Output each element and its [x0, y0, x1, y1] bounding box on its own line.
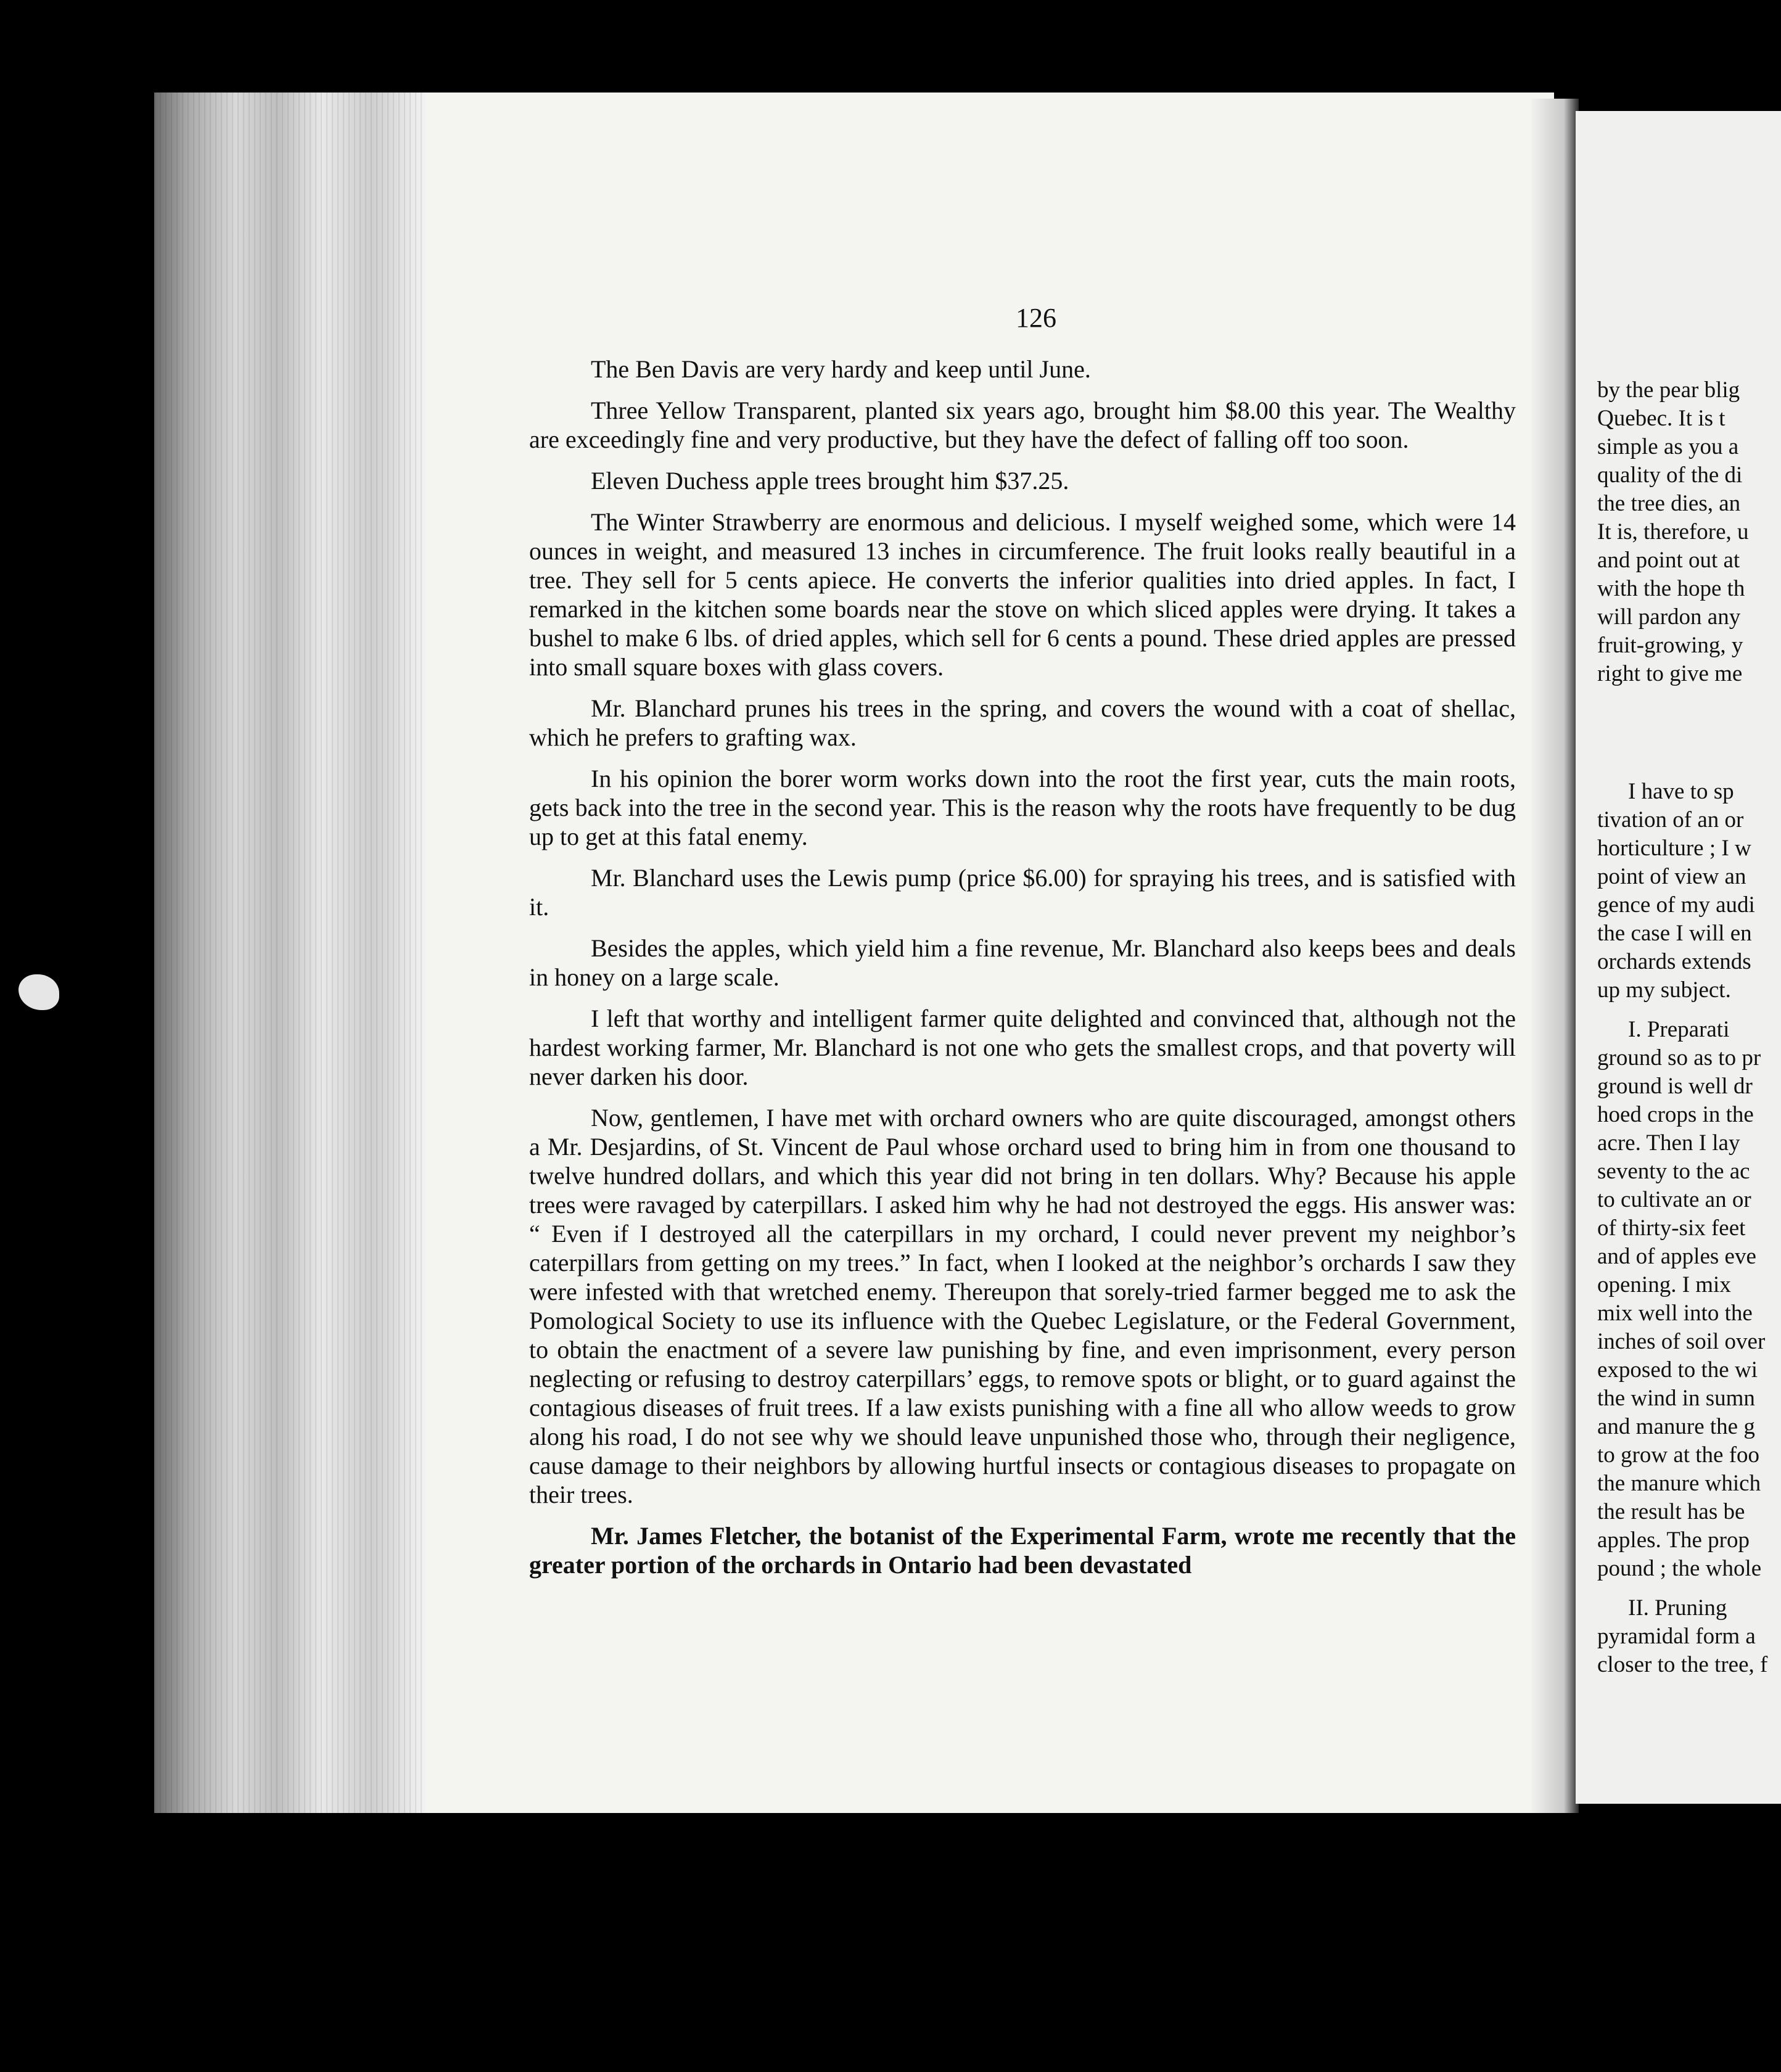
- right-line: hoed crops in the: [1597, 1102, 1754, 1127]
- paragraph: In his opinion the borer worm works down into the root the first year, cuts the main roots, gets back into the tree in the second year. This is the reason why the roots have frequently to be dug up to get at this fatal enemy.: [529, 765, 1516, 850]
- paragraph-fletcher: Mr. James Fletcher, the botanist of the Experimental Farm, wrote me recently that the greater portion of the orchards in Ontario had been devastated: [529, 1522, 1516, 1579]
- right-line: the wind in sumn: [1597, 1386, 1755, 1411]
- right-line: of thirty-six feet: [1597, 1215, 1746, 1241]
- paragraph: I left that worthy and intelligent farmer quite delighted and convinced that, although not the hardest working farmer, Mr. Blanchard is not one who gets the smallest crops, and that poverty will never darken his door.: [529, 1005, 1516, 1090]
- right-line: the manure which: [1597, 1471, 1761, 1496]
- paragraph: Besides the apples, which yield him a fine revenue, Mr. Blanchard also keeps bees and deals in honey on a large scale.: [529, 934, 1516, 991]
- smudge-mark: [19, 974, 59, 1010]
- paragraph: Eleven Duchess apple trees brought him $37.25.: [591, 467, 1069, 495]
- right-line: ground so as to pr: [1597, 1045, 1761, 1071]
- right-line: exposed to the wi: [1597, 1357, 1758, 1383]
- right-line: horticulture ; I w: [1597, 836, 1751, 861]
- right-line: fruit-growing, y: [1597, 633, 1743, 658]
- right-line: closer to the tree, f: [1597, 1652, 1768, 1677]
- right-line: ground is well dr: [1597, 1074, 1753, 1099]
- right-line: acre. Then I lay: [1597, 1130, 1740, 1156]
- right-line: opening. I mix: [1597, 1272, 1731, 1297]
- right-line: II. Pruning: [1628, 1595, 1727, 1621]
- right-line: It is, therefore, u: [1597, 519, 1749, 545]
- right-line: apples. The prop: [1597, 1527, 1750, 1553]
- right-line: and of apples eve: [1597, 1244, 1756, 1269]
- right-line: and manure the g: [1597, 1414, 1755, 1439]
- right-line: I have to sp: [1628, 779, 1734, 804]
- right-line: the tree dies, an: [1597, 491, 1741, 516]
- right-line: inches of soil over: [1597, 1329, 1766, 1354]
- right-line: pound ; the whole: [1597, 1556, 1762, 1581]
- right-line: gence of my audi: [1597, 892, 1755, 918]
- right-line: seventy to the ac: [1597, 1159, 1750, 1184]
- right-line: up my subject.: [1597, 977, 1731, 1003]
- right-line: Quebec. It is t: [1597, 406, 1725, 431]
- paragraph: Now, gentlemen, I have met with orchard owners who are quite discouraged, amongst others a Mr. Desjardins, of St. Vincent de Paul whose orchard used to bring him in from one thousand to twelve hundred dollars, and which this year did not bring in ten dollars. Why? Because his apple trees were ravaged by caterpillars. I asked him why he had not destroyed the eggs. His answer was: “ Even if I destroyed all the caterpillars in my orchard, I could never prevent my neighbor’s caterpillars from getting on my trees.” In fact, when I looked at the neighbor’s orchards I saw they were infested with that wretched enemy. Thereupon that sorely-tried farmer begged me to ask the Pomological Society to use its influence with the Quebec Legislature, or the Federal Government, to obtain the enactment of a severe law punishing by fine, and even imprisonment, every person neglecting or refusing to destroy caterpillars’ eggs, to remove spots or blight, or to guard against the contagious diseases of fruit trees. If a law exists punishing with a fine all who allow weeds to grow along his road, I do not see why we should leave unpunished those who, through their negligence, cause damage to their neighbors by allowing hurtful insects or contagious diseases to propagate on their trees.: [529, 1104, 1516, 1508]
- right-line: and point out at: [1597, 548, 1740, 573]
- main-text-column: [529, 355, 1516, 1592]
- right-line: tivation of an or: [1597, 807, 1744, 832]
- right-line: to cultivate an or: [1597, 1187, 1751, 1212]
- right-line: pyramidal form a: [1597, 1624, 1756, 1649]
- right-line: simple as you a: [1597, 434, 1739, 459]
- paragraph: Three Yellow Transparent, planted six years ago, brought him $8.00 this year. The Wealthy are exceedingly fine and very productive, but they have the defect of falling off too soon.: [529, 397, 1516, 453]
- right-line: the result has be: [1597, 1499, 1745, 1524]
- paragraph: Mr. Blanchard uses the Lewis pump (price $6.00) for spraying his trees, and is satisfied with it.: [529, 864, 1516, 921]
- paragraph: The Ben Davis are very hardy and keep until June.: [591, 355, 1091, 383]
- book-gutter: [1529, 99, 1579, 1813]
- right-line: the case I will en: [1597, 921, 1752, 946]
- right-line: quality of the di: [1597, 462, 1743, 488]
- right-line: I. Preparati: [1628, 1017, 1730, 1042]
- page-edge-lines: [154, 92, 426, 1813]
- right-line: by the pear blig: [1597, 377, 1740, 403]
- right-line: will pardon any: [1597, 604, 1741, 630]
- right-line: orchards extends: [1597, 949, 1751, 974]
- right-line: to grow at the foo: [1597, 1442, 1760, 1468]
- paragraph: The Winter Strawberry are enormous and delicious. I myself weighed some, which were 14 ounces in weight, and measured 13 inches in circumference. The fruit looks really beautiful in a tree. They sell for 5 cents apiece. He converts the inferior qualities into dried apples. In fact, I remarked in the kitchen some boards near the stove on which sliced apples were drying. It takes a bushel to make 6 lbs. of dried apples, which sell for 6 cents a pound. These dried apples are pressed into small square boxes with glass covers.: [529, 508, 1516, 681]
- right-line: mix well into the: [1597, 1301, 1753, 1326]
- right-line: with the hope th: [1597, 576, 1745, 601]
- page-number: 126: [1016, 303, 1056, 333]
- right-page-text: [1597, 376, 1781, 1679]
- paragraph: Mr. Blanchard prunes his trees in the spring, and covers the wound with a coat of shellac, which he prefers to grafting wax.: [529, 694, 1516, 751]
- right-line: point of view an: [1597, 864, 1746, 889]
- right-line: right to give me: [1597, 661, 1743, 686]
